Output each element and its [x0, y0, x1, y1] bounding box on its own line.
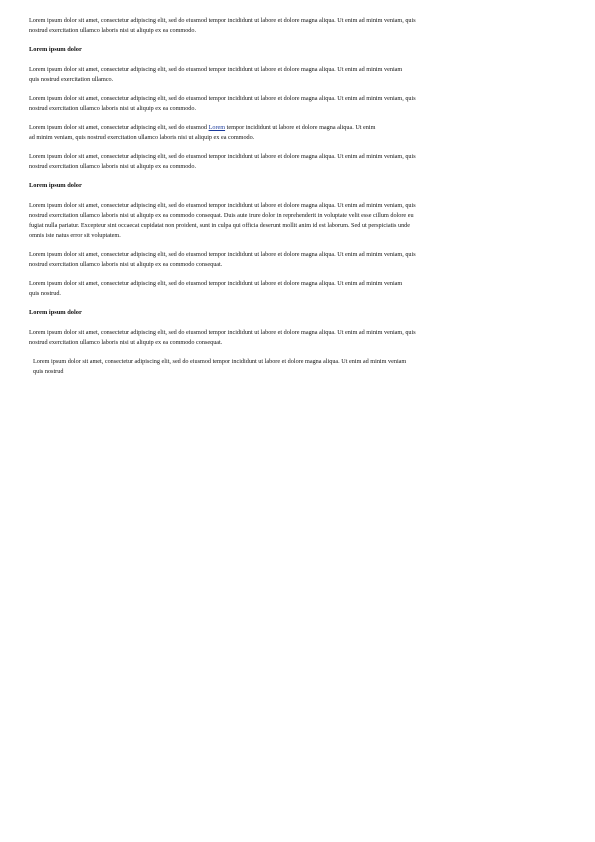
document-body: [29, 16, 569, 348]
keywords-block: [29, 357, 569, 377]
paragraph: [29, 94, 569, 114]
reference-link[interactable]: Lorem: [208, 123, 226, 131]
paragraph-line: fugiat nulla pariatur. Excepteur sint occaecat cupidatat non proident, sunt in culpa qui officia deserunt mollit anim id est laborum. Sed ut perspiciatis unde: [29, 221, 410, 229]
paragraph-line: [29, 123, 569, 133]
paragraph-line: Lorem ipsum dolor sit amet, consectetur adipiscing elit, sed do eiusmod tempor incididunt ut labore et dolore magna aliqua. Ut enim ad minim veniam, quis: [29, 152, 416, 160]
paragraph: [29, 123, 569, 143]
text-segment: tempor incididunt ut labore et dolore magna aliqua. Ut enim: [225, 123, 376, 131]
keywords-line: quis nostrud: [33, 367, 64, 375]
text-segment: Lorem ipsum dolor sit amet, consectetur adipiscing elit, sed do eiusmod: [29, 123, 209, 131]
paragraph-line: nostrud exercitation ullamco laboris nisi ut aliquip ex ea commodo consequat.: [29, 338, 223, 346]
paragraph-line: ad minim veniam, quis nostrud exercitation ullamco laboris nisi ut aliquip ex ea commodo.: [29, 133, 255, 141]
paragraph: [29, 65, 569, 85]
paragraph-line: Lorem ipsum dolor sit amet, consectetur adipiscing elit, sed do eiusmod tempor incididunt ut labore et dolore magna aliqua. Ut enim ad minim veniam: [29, 279, 403, 287]
section-heading: Lorem ipsum dolor: [29, 181, 82, 189]
paragraph-line: nostrud exercitation ullamco laboris nisi ut aliquip ex ea commodo.: [29, 162, 197, 170]
paragraph-line: nostrud exercitation ullamco laboris nisi ut aliquip ex ea commodo.: [29, 27, 197, 35]
paragraph: [29, 152, 569, 172]
paragraph: [29, 201, 569, 242]
paragraph: [29, 16, 569, 36]
paragraph-line: Lorem ipsum dolor sit amet, consectetur adipiscing elit, sed do eiusmod tempor incididunt ut labore et dolore magna aliqua. Ut enim ad minim veniam: [29, 65, 403, 73]
paragraph-line: quis nostrud exercitation ullamco.: [29, 76, 114, 84]
document-page: [29, 16, 569, 377]
paragraph-line: Lorem ipsum dolor sit amet, consectetur adipiscing elit, sed do eiusmod tempor incididunt ut labore et dolore magna aliqua. Ut enim ad minim veniam, quis: [29, 250, 416, 258]
paragraph-line: Lorem ipsum dolor sit amet, consectetur adipiscing elit, sed do eiusmod tempor incididunt ut labore et dolore magna aliqua. Ut enim ad minim veniam, quis: [29, 94, 416, 102]
paragraph: [29, 250, 569, 270]
paragraph-line: nostrud exercitation ullamco laboris nisi ut aliquip ex ea commodo consequat.: [29, 261, 223, 269]
keywords-line: Lorem ipsum dolor sit amet, consectetur adipiscing elit, sed do eiusmod tempor incididunt ut labore et dolore magna aliqua. Ut enim ad minim veniam: [33, 357, 407, 365]
paragraph-line: Lorem ipsum dolor sit amet, consectetur adipiscing elit, sed do eiusmod tempor incididunt ut labore et dolore magna aliqua. Ut enim ad minim veniam, quis: [29, 17, 416, 24]
paragraph-line: nostrud exercitation ullamco laboris nisi ut aliquip ex ea commodo.: [29, 105, 197, 113]
paragraph-line: nostrud exercitation ullamco laboris nisi ut aliquip ex ea commodo consequat. Duis aute irure dolor in reprehenderit in voluptate velit esse cillum dolore eu: [29, 211, 414, 219]
paragraph-line: omnis iste natus error sit voluptatem.: [29, 232, 121, 240]
paragraph: [29, 279, 569, 299]
paragraph-line: Lorem ipsum dolor sit amet, consectetur adipiscing elit, sed do eiusmod tempor incididunt ut labore et dolore magna aliqua. Ut enim ad minim veniam, quis: [29, 328, 416, 336]
section-heading: Lorem ipsum dolor: [29, 308, 82, 316]
paragraph: [29, 328, 569, 348]
paragraph-line: quis nostrud.: [29, 289, 61, 297]
paragraph-line: Lorem ipsum dolor sit amet, consectetur adipiscing elit, sed do eiusmod tempor incididunt ut labore et dolore magna aliqua. Ut enim ad minim veniam, quis: [29, 201, 416, 209]
section-heading: Lorem ipsum dolor: [29, 45, 82, 53]
